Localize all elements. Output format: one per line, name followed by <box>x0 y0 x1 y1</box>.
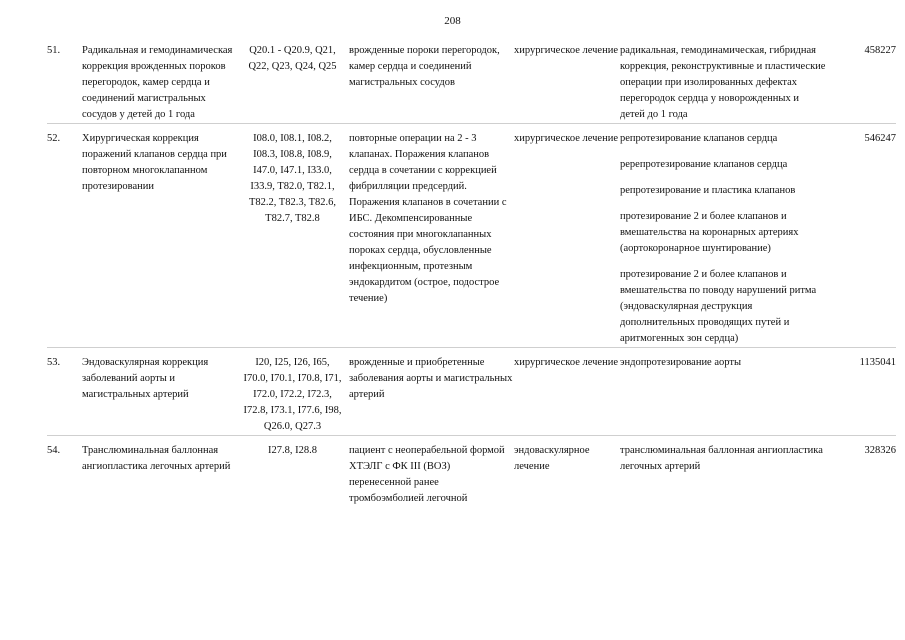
treatment-methods <box>620 436 826 508</box>
row-number: 54. <box>47 436 82 508</box>
icd-codes: I27.8, I28.8 <box>242 436 343 508</box>
procedure-name: Эндоваскулярная коррекция заболеваний аорты и магистральных артерий <box>82 348 242 436</box>
row-number: 53. <box>47 348 82 436</box>
treatment-type: хирургическое лечение <box>514 124 620 348</box>
method-item: радикальная, гемодинамическая, гибридная коррекция, реконструктивные и пластические операции при изолированных дефектах перегородок сердца у новорожденных и детей до 1 года <box>620 45 826 120</box>
treatment-type: хирургическое лечение <box>514 45 618 56</box>
method-item: ререпротезирование клапанов сердца <box>620 159 788 170</box>
treatment-type: хирургическое лечение <box>514 348 620 436</box>
method-item: транслюминальная баллонная ангиопластика легочных артерий <box>620 445 823 472</box>
table-row <box>47 43 896 124</box>
page-number: 208 <box>444 15 461 27</box>
patient-model: врожденные и приобретенные заболевания аорты и магистральных артерий <box>343 348 514 436</box>
row-number: 52. <box>47 124 82 348</box>
treatment-methods <box>620 43 826 124</box>
method-item: эндопротезирование аорты <box>620 357 742 368</box>
icd-codes: I20, I25, I26, I65, I70.0, I70.1, I70.8, I71, I72.0, I72.2, I72.3, I72.8, I73.1, I77.6, I98, Q26.0, Q27.3 <box>242 348 343 436</box>
procedure-name: Транслюминальная баллонная ангиопластика легочных артерий <box>82 436 242 508</box>
treatment-methods <box>620 124 826 348</box>
icd-codes: I08.0, I08.1, I08.2, I08.3, I08.8, I08.9, I47.0, I47.1, I33.0, I33.9, T82.0, T82.1, T82.2, T82.3, T82.6, T82.7, T82.8 <box>242 124 343 348</box>
procedure-name: Радикальная и гемодинамическая коррекция врожденных пороков перегородок, камер сердца и соединений магистральных сосудов у детей до 1 года <box>82 45 233 120</box>
treatment-type: эндоваскулярное лечение <box>514 436 620 508</box>
table-row <box>47 124 896 348</box>
method-item: репротезирование клапанов сердца <box>620 133 778 144</box>
method-item: протезирование 2 и более клапанов и вмешательства по поводу нарушений ритма (эндоваскулярная деструкция дополнительных проводящих путей и аритмогенных зон сердца) <box>620 269 817 344</box>
icd-codes: Q20.1 - Q20.9, Q21, Q22, Q23, Q24, Q25 <box>248 45 337 72</box>
cost: 1135041 <box>826 348 896 436</box>
patient-model: повторные операции на 2 - 3 клапанах. Поражения клапанов сердца в сочетании с коррекцией фибрилляции предсердий. Поражения клапанов в сочетании с ИБС. Декомпенсированные состояния при многоклапанных пороках сердца, обусловленные инфекционным, протезным эндокардитом (острое, подострое течение) <box>343 124 514 348</box>
patient-model: пациент с неоперабельной формой ХТЭЛГ с ФК III (ВОЗ) перенесенной ранее тромбоэмболией легочной <box>343 436 514 508</box>
cost: 328326 <box>826 436 896 508</box>
cost: 458227 <box>864 45 896 56</box>
method-item: репротезирование и пластика клапанов <box>620 185 796 196</box>
table-row <box>47 348 896 436</box>
row-number: 51. <box>47 45 61 56</box>
method-item: протезирование 2 и более клапанов и вмешательства на коронарных артериях (аортокоронарное шунтирование) <box>620 211 799 254</box>
procedure-name: Хирургическая коррекция поражений клапанов сердца при повторном многоклапанном протезировании <box>82 124 242 348</box>
table-row <box>47 436 896 508</box>
cost: 546247 <box>826 124 896 348</box>
patient-model: врожденные пороки перегородок, камер сердца и соединений магистральных сосудов <box>349 45 500 88</box>
treatment-methods <box>620 348 826 436</box>
procedures-table <box>47 43 896 507</box>
